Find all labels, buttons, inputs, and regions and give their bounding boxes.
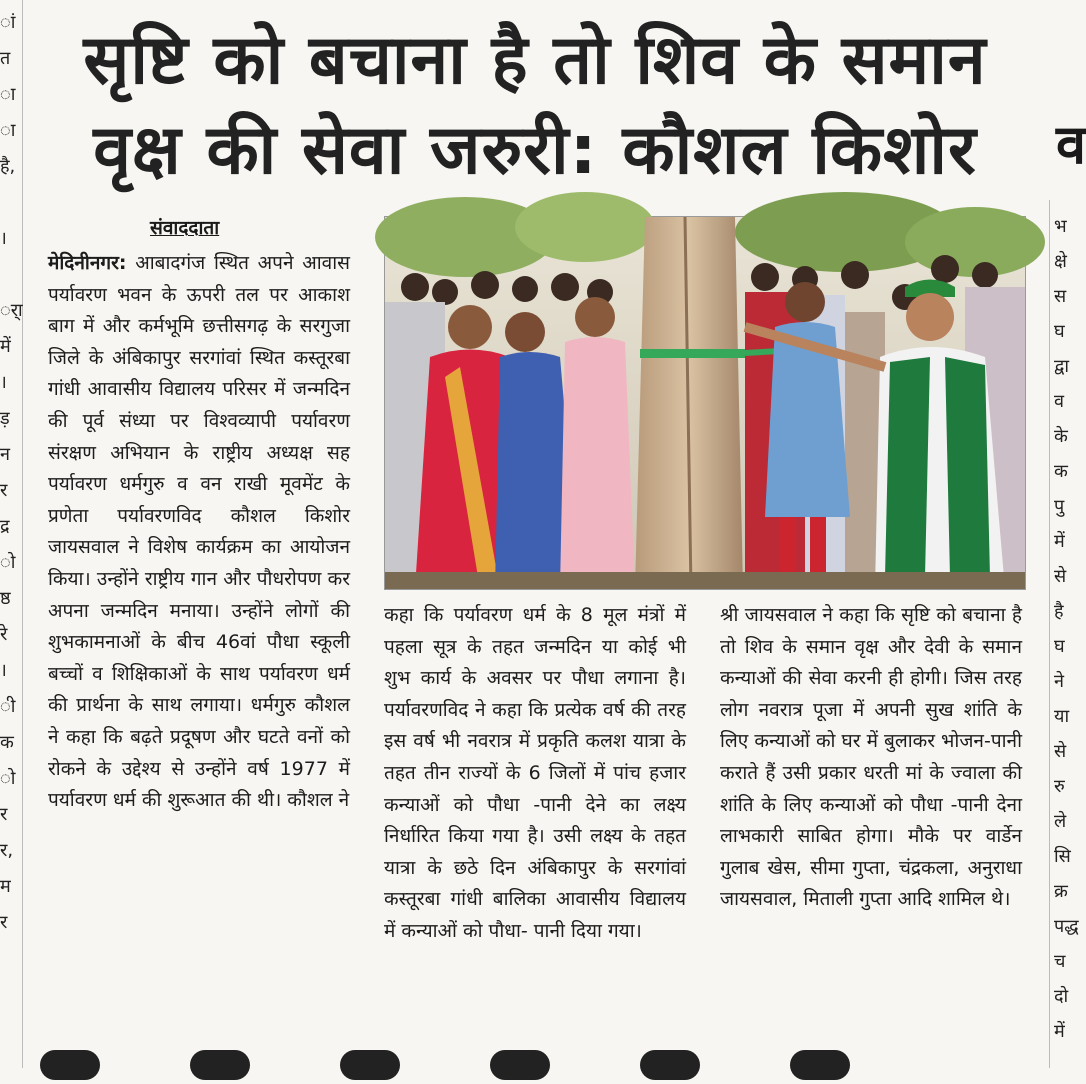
edge-text-fragment: घ — [1054, 321, 1065, 342]
edge-text-fragment: क्र — [1054, 881, 1068, 902]
edge-text-fragment: ो — [0, 768, 16, 789]
edge-text-fragment: म — [0, 876, 11, 897]
edge-text-fragment: ड़ — [0, 408, 10, 429]
adjacent-column-right-fragment — [1049, 113, 1086, 1068]
edge-text-fragment: या — [1054, 706, 1070, 727]
news-photo — [384, 216, 1026, 590]
edge-text-fragment: । — [0, 228, 7, 249]
edge-text-fragment: क्षे — [1054, 251, 1067, 272]
dateline: मेदिनीनगर: — [48, 252, 127, 274]
edge-text-fragment: क — [0, 732, 14, 753]
edge-text-fragment: न — [0, 444, 10, 465]
edge-text-fragment: र — [0, 804, 8, 825]
edge-text-fragment: भ — [1054, 216, 1067, 237]
edge-text-fragment: ो — [0, 552, 16, 573]
edge-text-fragment: व — [1054, 391, 1065, 412]
adjacent-headline-fragment: व — [1056, 113, 1086, 176]
edge-text-fragment: के — [1054, 426, 1068, 447]
edge-text-fragment: है — [1054, 601, 1064, 622]
edge-text-fragment: सि — [1054, 846, 1071, 867]
edge-text-fragment: में — [1054, 531, 1065, 552]
edge-text-fragment: ा — [0, 84, 16, 105]
edge-text-fragment: द्र — [0, 516, 10, 537]
edge-text-fragment: पु — [1054, 496, 1065, 517]
article-column-2: कहा कि पर्यावरण धर्म के 8 मूल मंत्रों में पहला सूत्र के तहत जन्मदिन या कोई भी शुभ कार्य के अवसर पर पौधा लगाना है। पर्यावरणविद ने कहा कि प्रत्येक वर्ष की तरह इस वर्ष भी नवरात्र में प्रकृति कलश यात्रा के तहत तीन राज्यों के 6 जिलों में पांच हजार कन्याओं को पौधा -पानी देने का लक्ष्य निर्धारित किया गया है। उसी लक्ष्य के तहत यात्रा के छठे दिन अंबिकापुर के सरगांवां कस्तूरबा गांधी बालिका आवासीय विद्यालय में कन्याओं को पौधा- पानी दिया गया। — [384, 604, 686, 942]
edge-text-fragment: रे — [0, 624, 8, 645]
edge-text-fragment: । — [0, 372, 7, 393]
edge-text-fragment: घ — [1054, 636, 1065, 657]
edge-text-fragment: ले — [1054, 811, 1067, 832]
edge-text-fragment: में — [1054, 1021, 1065, 1042]
edge-text-fragment: ा — [0, 120, 16, 141]
edge-text-fragment: स — [1054, 286, 1067, 307]
headline-line-2: वृक्ष की सेवा जरुरी: कौशल किशोर — [93, 111, 977, 190]
edge-text-fragment: र्ा — [0, 300, 23, 321]
edge-text-fragment: से — [1054, 741, 1067, 762]
edge-text-fragment: त — [0, 48, 11, 69]
edge-text-fragment: पद्ध — [1054, 916, 1079, 937]
edge-text-fragment: ने — [1054, 671, 1064, 692]
article-column-1 — [48, 248, 350, 817]
edge-text-fragment: से — [1054, 566, 1067, 587]
photo-illustration — [385, 217, 1025, 589]
edge-text-fragment: द्वा — [1054, 356, 1070, 377]
edge-text-fragment: में — [0, 336, 11, 357]
next-headline-top-fragment — [40, 1050, 1040, 1068]
edge-text-fragment: ां — [0, 12, 16, 33]
edge-text-fragment: है, — [0, 156, 16, 177]
edge-text-fragment: रु — [1054, 776, 1065, 797]
edge-text-fragment: क — [1054, 461, 1068, 482]
edge-text-fragment: र — [0, 912, 8, 933]
edge-text-fragment: च — [1054, 951, 1066, 972]
column-1-text: आबादगंज स्थित अपने आवास पर्यावरण भवन के ऊपरी तल पर आकाश बाग में और कर्मभूमि छत्तीसगढ़ के सरगुजा जिले के अंबिकापुर सरगांवां स्थित कस्तूरबा गांधी आवासीय विद्यालय परिसर में जन्मदिन की पूर्व संध्या पर विश्वव्यापी पर्यावरण संरक्षण अभियान के राष्ट्रीय अध्यक्ष सह पर्यावरण धर्मगुरु व वन राखी मूवमेंट के प्रणेता पर्यावरणविद कौशल किशोर जायसवाल ने विशेष कार्यक्रम का आयोजन किया। उन्होंने राष्ट्रीय गान और पौधरोपण कर अपना जन्मदिन मनाया। उन्होंने लोगों की शुभकामनाओं के बीच 46वां पौधा स्कूली बच्चों व शिक्षिकाओं के साथ पर्यावरण धर्म की प्रार्थना के साथ लगाया। धर्मगुरु कौशल ने कहा कि बढ़ते प्रदूषण और घटते वनों को रोकने के उद्देश्य से उन्होंने वर्ष 1977 में पर्यावरण धर्म की शुरूआत की थी। कौशल ने — [48, 252, 350, 812]
edge-text-fragment: । — [0, 660, 7, 681]
edge-text-fragment: र — [0, 480, 8, 501]
article-headline — [40, 16, 1030, 196]
edge-text-fragment: र, — [0, 840, 14, 861]
edge-text-fragment: ी — [0, 696, 16, 717]
byline: संवाददाता — [150, 217, 220, 239]
article-column-3: श्री जायसवाल ने कहा कि सृष्टि को बचाना है तो शिव के समान वृक्ष और देवी के समान कन्याओं की सेवा करनी ही होगी। जिस तरह लोग नवरात्र पूजा में अपनी सुख शांति के लिए कन्याओं को घर में बुलाकर भोजन-पानी कराते हैं उसी प्रकार धरती मां के ज्वाला की शांति के लिए कन्याओं को पौधा -पानी देना लाभकारी साबित होगा। मौके पर वार्डेन गुलाब खेस, सीमा गुप्ता, चंद्रकला, अनुराधा जायसवाल, मिताली गुप्ता आदि शामिल थे। — [720, 604, 1022, 911]
edge-text-fragment: दो — [1054, 986, 1069, 1007]
adjacent-column-left-fragment — [0, 0, 23, 1068]
edge-text-fragment: ष्ठ — [0, 588, 11, 609]
headline-line-1: सृष्टि को बचाना है तो शिव के समान — [83, 21, 987, 100]
